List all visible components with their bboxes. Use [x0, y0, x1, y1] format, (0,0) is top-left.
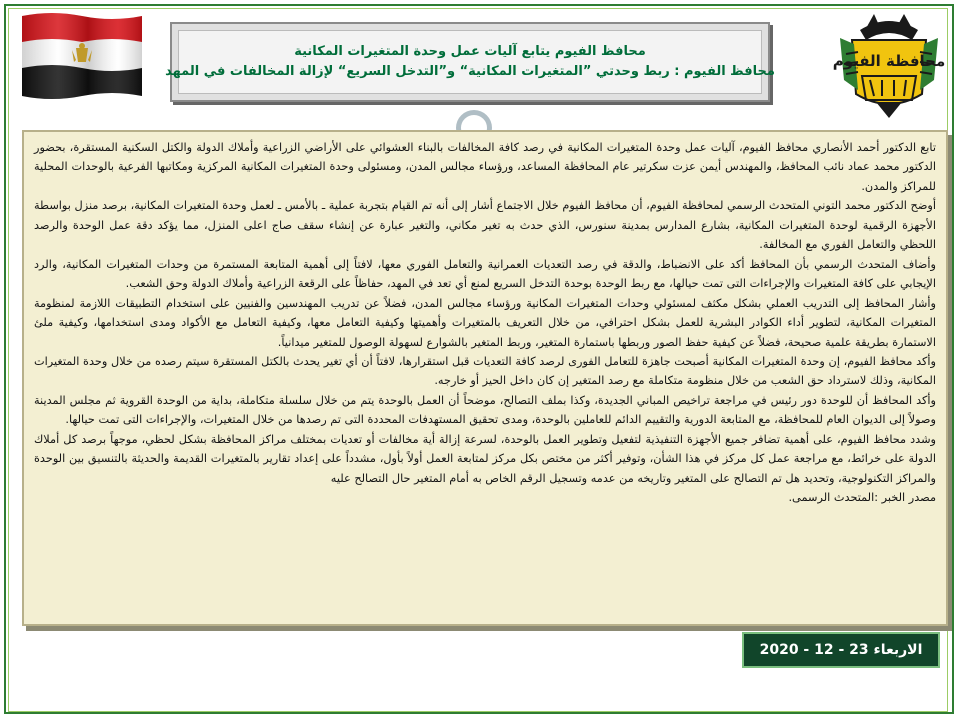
article-source: مصدر الخبر :المتحدث الرسمى.: [788, 491, 936, 505]
article-text: [34, 138, 936, 618]
article-box: [22, 130, 948, 626]
article-paragraph-1: تابع الدكتور أحمد الأنصاري محافظ الفيوم، آليات عمل وحدة المتغيرات المكانية في رصد كافة المخالفات بالبناء العشوائي على الأراضي الزراعية وأملاك الدولة والكتل السكنية المستقرة، بحضور الدكتور محمد عماد نائب المحافظ، والمهندس أيمن عزت سكرتير عام المحافظة المساعد، ورؤساء مجالس المدن، ومسئولى وحدة المتغيرات المكانية المركزية ومكاتبها الفرعية بالوحدات المحلية للمراكز والمدن.: [34, 141, 936, 193]
date-badge: [742, 632, 940, 668]
article-paragraph-2: أوضح الدكتور محمد التوني المتحدث الرسمي لمحافظة الفيوم، أن محافظ الفيوم خلال الاجتماع أشار إلى أنه تم القيام بتجربة عملية ـ بالأمس ـ لعمل وحدة المتغيرات المكانية، برصد منزل بواسطة الأجهزة الرقمية لوحدة المتغيرات المكانية، بشارع المدارس بمدينة سنورس، الذي حدث به تغير مكاني، والتغير عبارة عن إنشاء سقف صاج اعلى المنزل، مما يؤكد دقة عمل الوحدة والرصد اللحظي والتعامل الفوري مع المخالفة.: [34, 199, 936, 252]
date-text: الاربعاء 23 - 12 - 2020: [759, 642, 923, 658]
article-paragraph-7: وشدد محافظ الفيوم، على أهمية تضافر جميع الأجهزة التنفيذية لتفعيل وتطوير العمل بالوحدة، لسرعة إزالة أية مخالفات أو تعديات بمختلف مراكز المحافظة بشكل لحظي، موجهاً برصد كل أملاك الدولة على خرائط، مع مراجعة عمل كل مركز في هذا الشأن، وتوفير أكثر من مختص بكل مركز لمتابعة العمل أولاً بأول، مشدداً على إعداد تقارير بالمتغيرات القديمة والحديثة بالتنسيق بين الوحدة والمراكز التكنولوجية، وتحديد هل تم التصالح على المتغير وتاريخه من عدمه وتسجيل الرقم الخاص به أمام المتغير حال التصالح عليه: [34, 432, 936, 485]
fayoum-logo-icon: [830, 10, 948, 122]
headline-box: [165, 22, 775, 102]
headline-line-1: محافظ الفيوم يتابع آليات عمل وحدة المتغيرات المكانية: [294, 44, 646, 59]
logo-text: محافظة الفيوم: [832, 52, 946, 70]
egypt-flag-icon: [18, 10, 146, 102]
article-paragraph-4: وأشار المحافظ إلى التدريب العملي بشكل مكثف لمسئولي وحدات المتغيرات المكانية ورؤساء مجالس المدن، فضلاً عن تدريب المهندسين والفنيين على استخدام التطبيقات اللازمة لمنظومة المتغيرات المكانية، لتطوير أداء الكوادر البشرية للعمل بشكل احترافي، من خلال التعريف بالمتغيرات وأهميتها وكيفية التعامل معها، وكيفية التعامل مع الأكواد ومدى استخدامها، وكيفية ملئ الاستمارة بطريقة علمية صحيحة، فضلاً عن كيفية حفظ الصور وربطها باستمارة المتغير، وربط المتغير بالشوارع لسهولة الوصول للمتغير ميدانياً.: [34, 296, 936, 349]
article-paragraph-5: وأكد محافظ الفيوم، إن وحدة المتغيرات المكانية أصبحت جاهزة للتعامل الفورى لرصد كافة التعديات قبل استقرارها، لافتاً أن أي تغير يحدث بالكتل المستقرة سيتم رصده من خلال وحدة المتغيرات المكانية، وذلك لاسترداد حق الشعب من خلال منظومة متكاملة مع رصد المتغير إن كان داخل الحيز أو خارجه.: [34, 354, 936, 388]
headline-inner: [165, 30, 775, 94]
article-paragraph-3: وأضاف المتحدث الرسمي بأن المحافظ أكد على الانضباط، والدقة في رصد التعديات العمرانية والتعامل الفوري معها، لافتاً إلى أهمية المتابعة المستمرة من وحدات المتغيرات المكانية، والرد الإيجابي على كافة المتغيرات والإجراءات التى تمت حيالها، مع ربط الوحدة بوحدة التدخل السريع لمنع أي تعد في المهد، حفاظاً على الرقعة الزراعية وأملاك الدولة وحق الشعب.: [34, 257, 936, 291]
article-paragraph-6: وأكد المحافظ أن للوحدة دور رئيس في مراجعة تراخيص المباني الجديدة، وكذا بملف التصالح، موضحاً أن العمل بالوحدة يتم من خلال سلسلة متكاملة، بداية من الوحدة القروية ثم مجلس المدينة وصولاً إلى الديوان العام للمحافظة، مع المتابعة الدورية والتقييم الدائم للعاملين بالوحدة، ومدى تحقيق المستهدفات المحددة التى تم رصدها من خلال المتغيرات، والإجراءات التى تمت حيالها.: [34, 393, 936, 427]
headline-line-2: محافظ الفيوم : ربط وحدتي ”المتغيرات المكانية“ و”التدخل السريع“ لإزالة المخالفات في المهد: [165, 64, 775, 79]
